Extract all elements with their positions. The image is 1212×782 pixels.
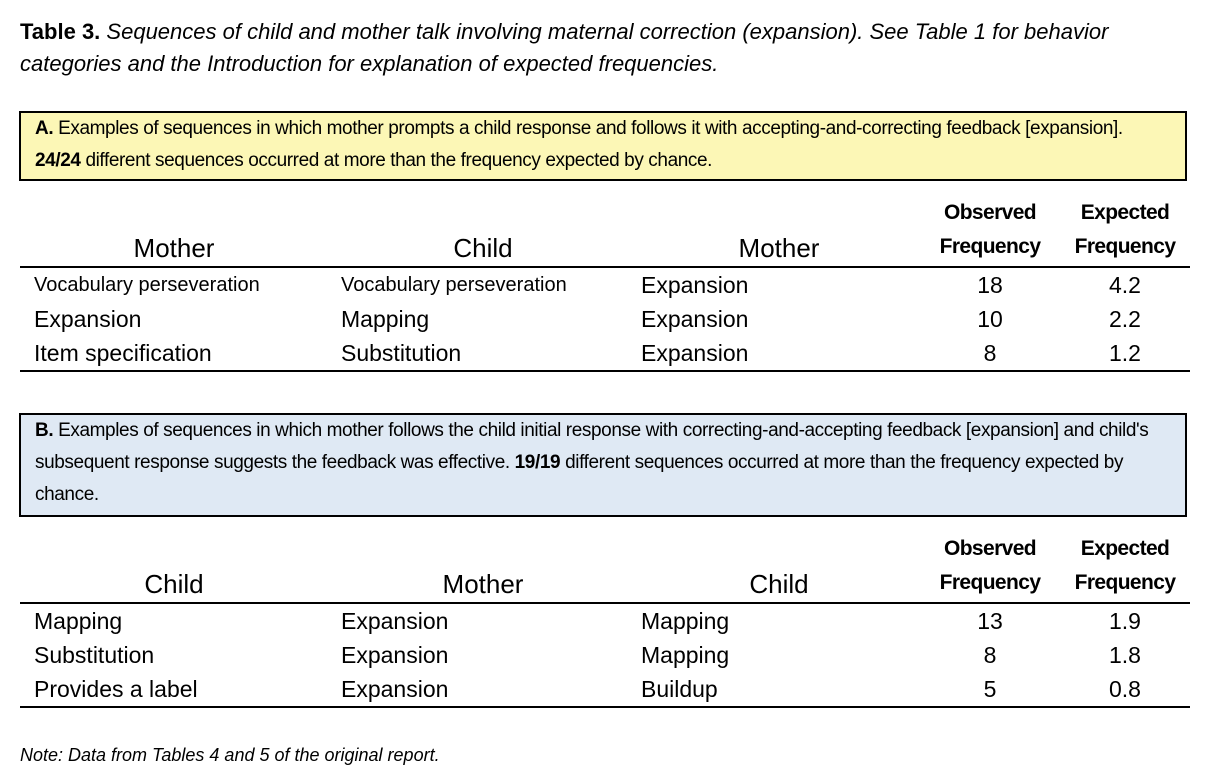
table-cell: Mapping xyxy=(641,642,730,668)
table-a-header-col2: Child xyxy=(453,233,513,263)
table-cell: Mapping xyxy=(34,608,123,634)
table-caption xyxy=(20,16,1190,80)
table-cell: Expansion xyxy=(641,272,749,298)
table-a-header-col1: Mother xyxy=(133,233,215,263)
caption-label: Table 3. xyxy=(20,19,101,44)
sequence-table-b xyxy=(20,532,1190,708)
panel-a-letter: A. xyxy=(35,118,54,139)
table-cell: Item specification xyxy=(34,340,212,366)
table-a-header-expected: Expected Frequency xyxy=(1074,201,1176,258)
sequence-table-a xyxy=(20,196,1190,372)
table-cell-expected: 1.8 xyxy=(1109,642,1141,668)
panel-b-count: 19/19 xyxy=(514,452,561,473)
table-row xyxy=(20,603,1190,638)
table-cell: Mapping xyxy=(641,608,730,634)
table-a-header-row xyxy=(20,196,1190,267)
table-cell-observed: 5 xyxy=(983,676,997,702)
table-b-header-observed: Observed Frequency xyxy=(939,537,1041,594)
panel-a-count: 24/24 xyxy=(35,150,81,171)
panel-b-letter: B. xyxy=(35,420,54,441)
panel-a-text-before: Examples of sequences in which mother prompts a child response and follows it with accepting-and-correcting feedback [expansion]. xyxy=(58,118,1123,139)
table-cell-expected: 0.8 xyxy=(1109,676,1141,702)
caption-text: Sequences of child and mother talk involving maternal correction (expansion). See Table 1 for behavior categories and the Introduction for explanation of expected frequencies. xyxy=(20,19,1109,76)
table-row xyxy=(20,267,1190,302)
panel-b-text-after: different sequences occurred at more than the frequency expected by chance. xyxy=(35,452,1124,505)
table-cell: Vocabulary perseveration xyxy=(341,274,567,296)
table-a-header-col3: Mother xyxy=(738,233,820,263)
table-row xyxy=(20,638,1190,672)
table-cell-expected: 2.2 xyxy=(1109,306,1141,332)
table-cell-expected: 1.9 xyxy=(1109,608,1141,634)
table-b-header-row xyxy=(20,532,1190,603)
table-row xyxy=(20,672,1190,707)
panel-a-text-after: different sequences occurred at more than the frequency expected by chance. xyxy=(85,150,713,171)
table-row xyxy=(20,336,1190,371)
table-a-header-observed: Observed Frequency xyxy=(939,201,1041,258)
table-cell: Expansion xyxy=(641,306,749,332)
table-b-header-expected: Expected Frequency xyxy=(1074,537,1176,594)
table-b-header-col3: Child xyxy=(749,569,809,599)
table-cell: Expansion xyxy=(341,642,449,668)
table-cell-observed: 8 xyxy=(983,642,997,668)
table-row xyxy=(20,302,1190,336)
table-cell: Expansion xyxy=(341,608,449,634)
table-cell: Expansion xyxy=(341,676,449,702)
table-cell: Substitution xyxy=(34,642,155,668)
table-cell: Expansion xyxy=(34,306,142,332)
table-cell: Expansion xyxy=(641,340,749,366)
table-cell-observed: 8 xyxy=(983,340,997,366)
panel-b-text-before: Examples of sequences in which mother follows the child initial response with correcting-and-accepting feedback [expansion] and child's subsequent response suggests the feedback was effective. xyxy=(35,420,1149,473)
panel-b-description xyxy=(19,413,1187,517)
table-cell-observed: 13 xyxy=(977,608,1003,634)
table-cell-expected: 1.2 xyxy=(1109,340,1141,366)
table-cell: Buildup xyxy=(641,676,718,702)
table-cell: Vocabulary perseveration xyxy=(34,274,260,296)
table-cell-observed: 10 xyxy=(977,306,1003,332)
table-b-header-col1: Child xyxy=(144,569,204,599)
table-cell-expected: 4.2 xyxy=(1109,272,1141,298)
table-cell: Provides a label xyxy=(34,676,198,702)
table-b-header-col2: Mother xyxy=(442,569,524,599)
table-cell: Substitution xyxy=(341,340,462,366)
table-note: Note: Data from Tables 4 and 5 of the original report. xyxy=(20,745,440,765)
table-cell: Mapping xyxy=(341,306,430,332)
panel-a-description xyxy=(19,111,1187,181)
table-cell-observed: 18 xyxy=(977,272,1003,298)
